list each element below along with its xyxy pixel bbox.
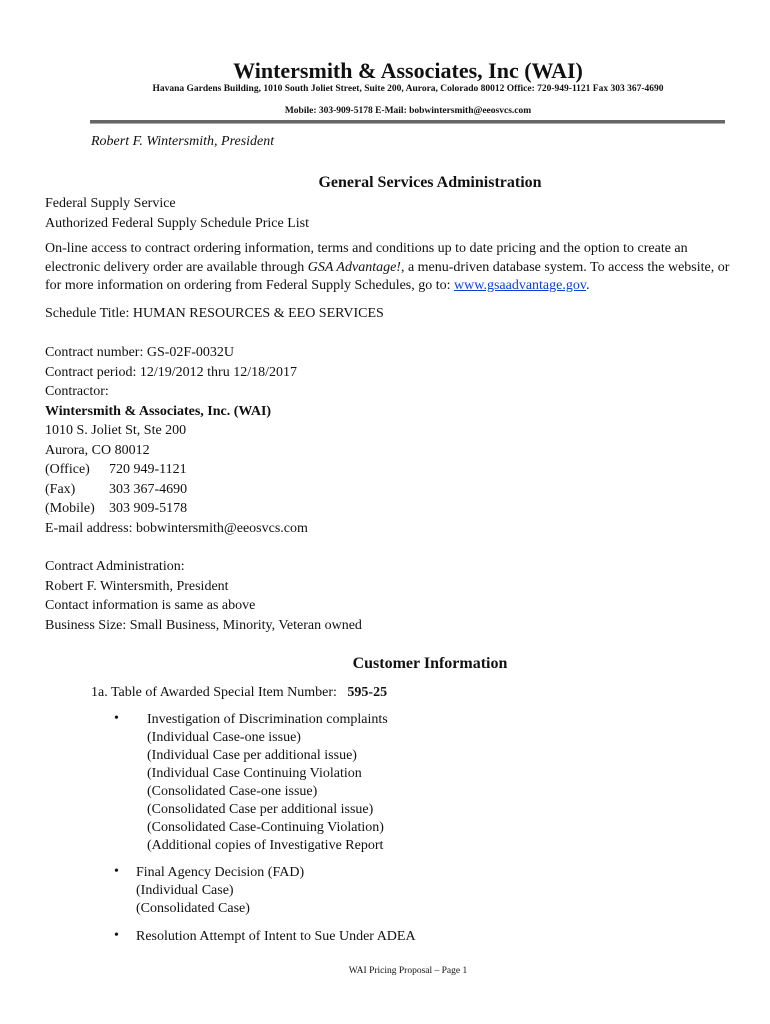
contractor-mobile: (Mobile) 303 909-5178 xyxy=(45,501,188,516)
contractor-street: 1010 S. Joliet St, Ste 200 xyxy=(45,423,187,438)
list-item: Resolution Attempt of Intent to Sue Under ADEA xyxy=(136,929,416,944)
sin-line: 1a. Table of Awarded Special Item Number: 595-25 xyxy=(91,685,388,700)
contractor-fax: (Fax) 303 367-4690 xyxy=(45,482,188,497)
schedule-title: Schedule Title: HUMAN RESOURCES & EEO SERVICES xyxy=(45,306,384,321)
contractor-name: Wintersmith & Associates, Inc. (WAI) xyxy=(45,404,272,419)
gsa-advantage-italic: GSA Advantage! xyxy=(307,259,401,275)
bullet-icon: • xyxy=(114,864,119,879)
admin-name: Robert F. Wintersmith, President xyxy=(45,579,229,594)
gsa-title: General Services Administration xyxy=(318,174,542,191)
sin-value: 595-25 xyxy=(347,685,388,700)
page-footer: WAI Pricing Proposal – Page 1 xyxy=(348,966,468,976)
company-mobile-email: Mobile: 303-909-5178 E-Mail: bobwintersmith@eeosvcs.com xyxy=(284,106,532,116)
bullet-icon: • xyxy=(114,711,119,726)
company-address: Havana Gardens Building, 1010 South Joliet Street, Suite 200, Aurora, Colorado 80012 Office: 720-949-1121 Fax 303 367-4690 xyxy=(152,84,664,94)
contractor-city: Aurora, CO 80012 xyxy=(45,443,150,458)
gsa-line-1: Federal Supply Service xyxy=(45,196,176,211)
gsa-advantage-link[interactable]: www.gsaadvantage.gov xyxy=(454,278,586,293)
contractor-email: E-mail address: bobwintersmith@eeosvcs.com xyxy=(45,521,308,536)
list-item: Final Agency Decision (FAD) (Individual Case) (Consolidated Case) xyxy=(136,865,305,916)
gsa-line-2: Authorized Federal Supply Schedule Price List xyxy=(45,216,309,231)
admin-contact: Contact information is same as above xyxy=(45,598,256,613)
contractor-office: (Office) 720 949-1121 xyxy=(45,462,187,477)
president-line: Robert F. Wintersmith, President xyxy=(91,134,275,149)
contract-number: Contract number: GS-02F-0032U xyxy=(45,345,234,360)
gsa-paragraph: On-line access to contract ordering information, terms and conditions up to date pricing and the option to create an electronic delivery order are available through GSA Advantage!, a menu-driven database system. To access the website, or for more information on ordering from Federal Supply Schedules, go to: www.gsaadvantage.gov. xyxy=(45,241,730,293)
business-size: Business Size: Small Business, Minority, Veteran owned xyxy=(45,618,362,633)
contract-period: Contract period: 12/19/2012 thru 12/18/2017 xyxy=(45,365,297,380)
customer-info-title: Customer Information xyxy=(352,655,508,672)
list-item: Investigation of Discrimination complaints (Individual Case-one issue) (Individual Case per additional issue) (Individual Case Continuing Violation (Consolidated Case-one issue) (Consolidated Case per additional issue) (Consolidated Case-Continuing Violation) (Additional copies of Investigative Report xyxy=(147,712,388,853)
bullet-icon: • xyxy=(114,928,119,943)
company-title: Wintersmith & Associates, Inc (WAI) xyxy=(233,58,583,83)
header-divider xyxy=(90,120,725,124)
admin-label: Contract Administration: xyxy=(45,559,185,574)
contractor-label: Contractor: xyxy=(45,384,109,399)
